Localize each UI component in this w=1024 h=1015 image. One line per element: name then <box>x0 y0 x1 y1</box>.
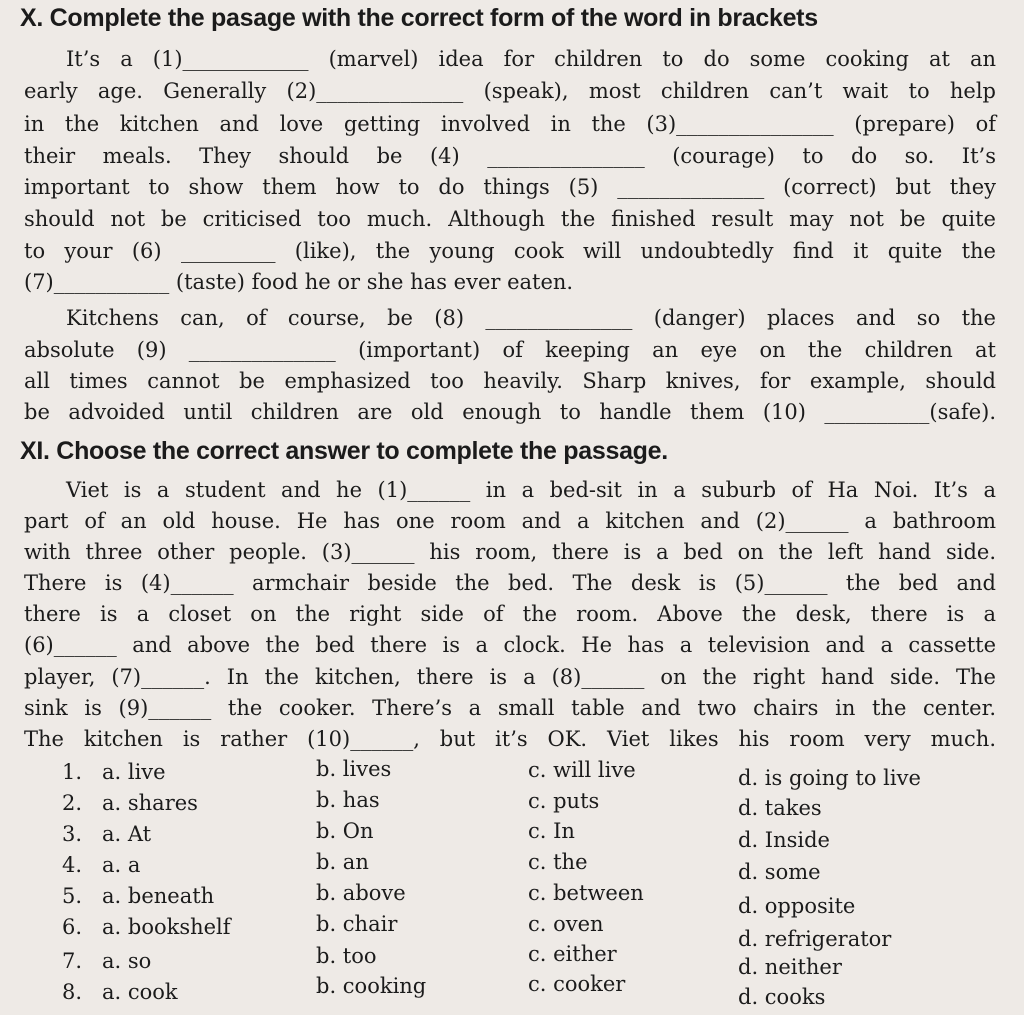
option-b: b. cooking <box>316 974 427 998</box>
option-b: b. chair <box>316 912 398 936</box>
option-a: a. live <box>102 760 166 784</box>
question-number: 8. <box>62 980 83 1004</box>
option-d: d. some <box>738 860 821 884</box>
section-x-line: be advoided until children are old enough to handle them (10) __________(safe). <box>24 400 996 424</box>
option-b: b. too <box>316 944 377 968</box>
option-c: c. cooker <box>528 972 626 996</box>
section-x-line: It’s a (1)____________ (marvel) idea for children to do some cooking at an <box>66 47 996 71</box>
section-x-line: early age. Generally (2)______________ (speak), most children can’t wait to help <box>24 79 996 103</box>
section-x-line: should not be criticised too much. Although the finished result may not be quite <box>24 207 996 231</box>
option-a: a. shares <box>102 791 198 815</box>
option-c: c. the <box>528 850 588 874</box>
option-a: a. bookshelf <box>102 915 231 939</box>
option-a: a. so <box>102 949 152 973</box>
section-x-line: absolute (9) ______________ (important) of keeping an eye on the children at <box>24 338 996 362</box>
section-x-title: X. Complete the pasage with the correct form of the word in brackets <box>20 4 818 32</box>
question-number: 6. <box>62 915 83 939</box>
section-xi-line: with three other people. (3)______ his room, there is a bed on the left hand side. <box>24 540 996 564</box>
section-x-line: all times cannot be emphasized too heavily. Sharp knives, for example, should <box>24 369 996 393</box>
section-x-line: their meals. They should be (4) _______________ (courage) to do so. It’s <box>24 144 996 168</box>
option-b: b. lives <box>316 757 392 781</box>
section-x-line: in the kitchen and love getting involved in the (3)_______________ (prepare) of <box>24 112 996 136</box>
option-c: c. between <box>528 881 644 905</box>
section-xi-line: The kitchen is rather (10)______, but it’s OK. Viet likes his room very much. <box>24 727 996 751</box>
option-d: d. opposite <box>738 894 856 918</box>
option-d: d. Inside <box>738 828 830 852</box>
question-number: 1. <box>62 760 83 784</box>
option-a: a. cook <box>102 980 178 1004</box>
option-d: d. cooks <box>738 985 826 1009</box>
option-b: b. On <box>316 819 374 843</box>
section-xi-line: (6)______ and above the bed there is a clock. He has a television and a cassette <box>24 633 996 657</box>
question-number: 3. <box>62 822 83 846</box>
option-c: c. In <box>528 819 575 843</box>
option-d: d. neither <box>738 955 842 979</box>
section-x-line: important to show them how to do things (5) ______________ (correct) but they <box>24 175 996 199</box>
option-b: b. has <box>316 788 380 812</box>
option-d: d. is going to live <box>738 766 921 790</box>
section-xi-line: sink is (9)______ the cooker. There’s a small table and two chairs in the center. <box>24 696 996 720</box>
option-d: d. takes <box>738 796 822 820</box>
option-a: a. beneath <box>102 884 215 908</box>
section-xi-line: There is (4)______ armchair beside the bed. The desk is (5)______ the bed and <box>24 571 996 595</box>
option-c: c. will live <box>528 758 636 782</box>
option-b: b. an <box>316 850 369 874</box>
section-x-line: (7)___________ (taste) food he or she has ever eaten. <box>24 270 574 294</box>
question-number: 2. <box>62 791 83 815</box>
section-x-line: Kitchens can, of course, be (8) ______________ (danger) places and so the <box>66 306 996 330</box>
option-a: a. At <box>102 822 152 846</box>
option-b: b. above <box>316 881 406 905</box>
section-xi-title: XI. Choose the correct answer to complete the passage. <box>20 437 668 465</box>
question-number: 4. <box>62 853 83 877</box>
option-c: c. oven <box>528 912 604 936</box>
section-xi-line: Viet is a student and he (1)______ in a bed-sit in a suburb of Ha Noi. It’s a <box>66 478 996 502</box>
section-xi-line: there is a closet on the right side of the room. Above the desk, there is a <box>24 602 996 626</box>
option-a: a. a <box>102 853 141 877</box>
question-number: 7. <box>62 949 83 973</box>
question-number: 5. <box>62 884 83 908</box>
option-d: d. refrigerator <box>738 927 892 951</box>
section-xi-line: part of an old house. He has one room and a kitchen and (2)______ a bathroom <box>24 509 996 533</box>
section-xi-line: player, (7)______. In the kitchen, there is a (8)______ on the right hand side. The <box>24 665 996 689</box>
option-c: c. either <box>528 942 617 966</box>
option-c: c. puts <box>528 789 600 813</box>
section-x-line: to your (6) _________ (like), the young cook will undoubtedly find it quite the <box>24 239 996 263</box>
